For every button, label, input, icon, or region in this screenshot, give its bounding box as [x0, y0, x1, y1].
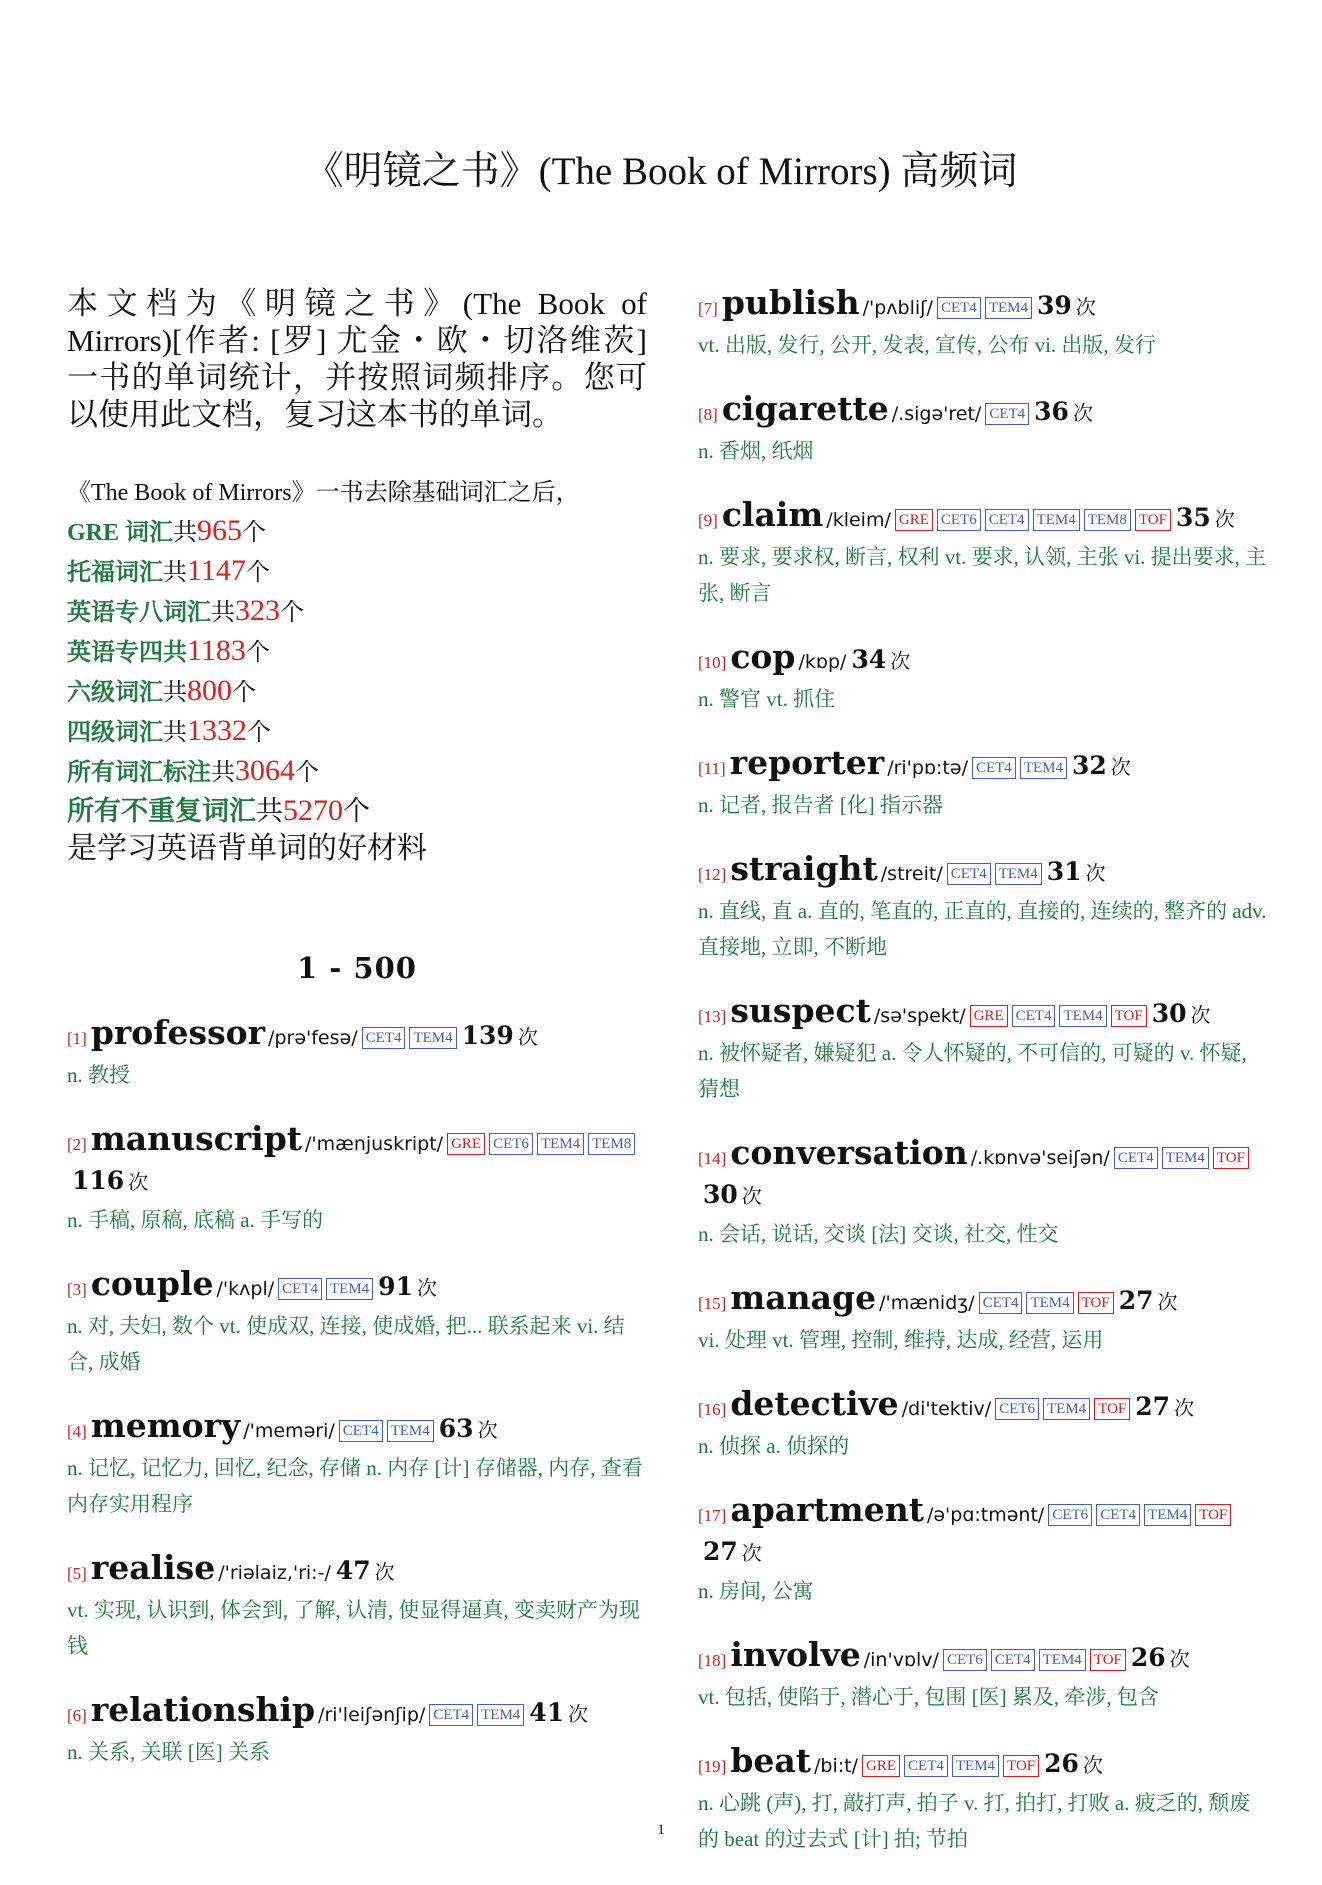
exam-tag: GRE [895, 509, 933, 531]
entry-phonetic: /di'tektiv/ [901, 1398, 992, 1420]
entry-word: straight [730, 849, 878, 888]
exam-tag: TEM4 [326, 1278, 373, 1300]
exam-tag: CET6 [943, 1649, 987, 1671]
exam-tag: TEM4 [477, 1704, 524, 1726]
times-label: 次 [477, 1420, 498, 1442]
times-label: 次 [416, 1278, 437, 1300]
entry-head [67, 1266, 647, 1308]
entry-head [67, 1408, 647, 1450]
word-entry [698, 745, 1270, 823]
entry-index: [4] [67, 1422, 87, 1441]
entry-frequency: 27 [1135, 1392, 1171, 1421]
exam-tag: TOF [1003, 1755, 1039, 1777]
word-entry [698, 497, 1270, 611]
stat-number: 965 [197, 514, 243, 547]
stat-mid: 共 [163, 560, 187, 586]
entry-phonetic: /'riəlaiz,'ri:-/ [218, 1562, 331, 1584]
entry-word: suspect [730, 991, 871, 1030]
exam-tag: TEM4 [1033, 509, 1080, 531]
times-label: 次 [1214, 509, 1235, 531]
entry-phonetic: /kɒp/ [798, 651, 847, 673]
exam-tag: CET4 [972, 757, 1016, 779]
entry-definition: n. 心跳 (声), 打, 敲打声, 拍子 v. 打, 拍打, 打败 a. 疲乏的, 颓废的 beat 的过去式 [计] 拍; 节拍 [698, 1791, 1251, 1851]
entry-phonetic: /ri'leiʃənʃip/ [318, 1704, 426, 1726]
exam-tag: TEM4 [387, 1420, 434, 1442]
stat-number: 3064 [235, 754, 295, 787]
entry-index: [2] [67, 1135, 87, 1154]
stat-unit: 个 [245, 560, 270, 586]
entry-word: professor [90, 1013, 266, 1052]
exam-tag: TEM4 [1162, 1147, 1209, 1169]
word-entry [698, 1280, 1270, 1358]
stats-list [67, 512, 647, 830]
range-heading: 1 - 500 [297, 951, 417, 985]
exam-tag: TOF [1213, 1147, 1249, 1169]
entry-definition: n. 手稿, 原稿, 底稿 a. 手写的 [67, 1208, 324, 1232]
entry-index: [15] [698, 1294, 727, 1313]
times-label: 次 [374, 1562, 395, 1584]
times-label: 次 [568, 1704, 589, 1726]
entry-phonetic: /.sigə'ret/ [891, 403, 982, 425]
times-label: 次 [1075, 297, 1096, 319]
entry-index: [10] [698, 653, 727, 672]
stat-label: 托福词汇 [67, 560, 163, 586]
times-label: 次 [1174, 1398, 1195, 1420]
entry-definition: n. 房间, 公寓 [698, 1579, 814, 1603]
entry-index: [5] [67, 1564, 87, 1583]
entries-right [698, 285, 1270, 1857]
times-label: 次 [1110, 757, 1131, 779]
exam-tag: TEM4 [1026, 1292, 1073, 1314]
exam-tag: CET4 [985, 509, 1029, 531]
exam-tag: CET4 [991, 1649, 1035, 1671]
entry-word: manage [730, 1278, 877, 1317]
stat-number: 1183 [187, 634, 246, 667]
entry-index: [11] [698, 759, 726, 778]
entry-head [67, 1550, 647, 1592]
entry-definition: vi. 处理 vt. 管理, 控制, 维持, 达成, 经营, 运用 [698, 1328, 1104, 1352]
stat-mid: 共 [163, 680, 187, 706]
stat-label: 所有词汇标注 [67, 760, 211, 786]
entry-frequency: 47 [335, 1556, 371, 1585]
entry-definition: n. 香烟, 纸烟 [698, 439, 814, 463]
exam-tag: CET4 [339, 1420, 383, 1442]
stats-closing: 是学习英语背单词的好材料 [67, 832, 427, 865]
times-label: 次 [1085, 863, 1106, 885]
stat-mid: 共 [211, 600, 235, 626]
entry-head [698, 1637, 1270, 1679]
entry-word: apartment [730, 1490, 924, 1529]
times-label: 次 [517, 1027, 538, 1049]
entry-head [698, 993, 1270, 1035]
entry-word: cop [730, 637, 796, 676]
entry-index: [13] [698, 1007, 727, 1026]
stat-label: 英语专八词汇 [67, 600, 211, 626]
exam-tag: GRE [447, 1133, 485, 1155]
word-entry [698, 993, 1270, 1107]
stat-unit: 个 [247, 720, 271, 746]
exam-tag: CET4 [1096, 1504, 1140, 1526]
exam-tag: CET4 [362, 1027, 406, 1049]
entry-head [698, 851, 1270, 893]
stat-unit: 个 [280, 600, 304, 626]
exam-tag: TEM4 [1020, 757, 1067, 779]
stat-number: 1332 [187, 714, 247, 747]
entry-head [67, 1121, 647, 1202]
exam-tag: TEM4 [1059, 1005, 1106, 1027]
entry-definition: n. 教授 [67, 1063, 130, 1087]
entry-definition: n. 会话, 说话, 交谈 [法] 交谈, 社交, 性交 [698, 1222, 1059, 1246]
entry-phonetic: /kleim/ [826, 509, 891, 531]
stat-mid: 共 [256, 796, 283, 826]
entry-frequency: 32 [1071, 751, 1107, 780]
exam-tag: TEM8 [588, 1133, 635, 1155]
exam-tag: TOF [1078, 1292, 1114, 1314]
entry-frequency: 27 [1118, 1286, 1154, 1315]
entry-word: conversation [730, 1133, 968, 1172]
exam-tag: TOF [1195, 1504, 1231, 1526]
exam-tag: CET4 [904, 1755, 948, 1777]
times-label: 次 [1190, 1005, 1211, 1027]
entry-frequency: 26 [1044, 1749, 1079, 1778]
stat-number: 1147 [187, 554, 246, 587]
entry-head [698, 497, 1270, 539]
exam-tag: TEM4 [1039, 1649, 1086, 1671]
exam-tag: CET6 [995, 1398, 1039, 1420]
exam-tag: TEM4 [995, 863, 1042, 885]
entry-index: [12] [698, 865, 727, 884]
exam-tag: TEM4 [409, 1027, 456, 1049]
entry-index: [8] [698, 405, 718, 424]
stat-unit: 个 [245, 640, 270, 666]
exam-tag: TEM4 [537, 1133, 584, 1155]
entry-frequency: 31 [1046, 857, 1082, 886]
entry-head [698, 391, 1270, 433]
entry-frequency: 139 [461, 1021, 514, 1050]
entry-phonetic: /'kʌpl/ [216, 1278, 275, 1300]
stat-unit: 个 [343, 796, 370, 826]
entry-frequency: 35 [1175, 503, 1211, 532]
exam-tag: CET4 [947, 863, 991, 885]
entry-definition: n. 要求, 要求权, 断言, 权利 vt. 要求, 认领, 主张 vi. 提出要求, 主张, 断言 [698, 545, 1267, 605]
word-entry [67, 1015, 647, 1093]
entry-head [698, 285, 1270, 327]
exam-tag: TOF [1094, 1398, 1130, 1420]
entry-word: cigarette [721, 389, 889, 428]
right-column [698, 285, 1270, 1885]
entry-index: [14] [698, 1149, 727, 1168]
entry-word: couple [90, 1264, 214, 1303]
stat-label: 所有不重复词汇 [67, 796, 256, 826]
entry-frequency: 63 [438, 1414, 474, 1443]
word-entry [698, 1386, 1270, 1464]
left-column [67, 285, 647, 1798]
stat-number: 323 [235, 594, 280, 627]
entry-word: reporter [729, 743, 885, 782]
page-number: 1 [657, 1822, 665, 1838]
exam-tag: TEM4 [952, 1755, 999, 1777]
exam-tag: CET6 [1048, 1504, 1092, 1526]
word-entry [698, 1135, 1270, 1252]
entry-head [698, 745, 1270, 787]
stat-unit: 个 [295, 760, 319, 786]
times-label: 次 [741, 1543, 762, 1565]
entry-index: [16] [698, 1400, 727, 1419]
entry-definition: vt. 包括, 使陷于, 潜心于, 包围 [医] 累及, 牵涉, 包含 [698, 1685, 1159, 1709]
exam-tag: TEM4 [1144, 1504, 1191, 1526]
entry-word: manuscript [90, 1119, 303, 1158]
entry-definition: n. 对, 夫妇, 数个 vt. 使成双, 连接, 使成婚, 把... 联系起来 vi. 结合, 成婚 [67, 1314, 625, 1374]
word-entry [67, 1266, 647, 1380]
entry-phonetic: /'pʌbliʃ/ [862, 297, 933, 319]
exam-tag: TEM4 [985, 297, 1032, 319]
exam-tag: CET4 [985, 403, 1029, 425]
entry-head [67, 1015, 647, 1057]
exam-tag: CET4 [1012, 1005, 1056, 1027]
exam-tag: CET6 [937, 509, 981, 531]
entry-word: memory [90, 1406, 241, 1445]
entry-frequency: 27 [703, 1537, 738, 1566]
stat-unit: 个 [242, 520, 267, 546]
entry-definition: vt. 实现, 认识到, 体会到, 了解, 认清, 使显得逼真, 变卖财产为现钱 [67, 1598, 640, 1658]
stat-mid: 共 [211, 760, 235, 786]
entry-frequency: 30 [1151, 999, 1187, 1028]
word-entry [698, 1492, 1270, 1609]
exam-tag: TOF [1090, 1649, 1126, 1671]
word-entry [698, 285, 1270, 363]
exam-tag: TEM4 [1043, 1398, 1090, 1420]
document-title: 《明镜之书》(The Book of Mirrors) 高频词 [304, 150, 1018, 193]
entry-phonetic: /.kɒnvə'seiʃən/ [970, 1147, 1110, 1169]
entry-word: realise [90, 1548, 216, 1587]
stat-number: 5270 [283, 794, 343, 827]
entry-head [698, 1280, 1270, 1322]
stats-lead: 《The Book of Mirrors》一书去除基础词汇之后， [67, 480, 580, 506]
exam-tag: CET4 [278, 1278, 322, 1300]
entry-definition: n. 被怀疑者, 嫌疑犯 a. 令人怀疑的, 不可信的, 可疑的 v. 怀疑, 猜想 [698, 1041, 1247, 1101]
entry-word: publish [721, 283, 860, 322]
entry-word: relationship [90, 1690, 316, 1729]
stat-row [67, 752, 647, 792]
stat-label: 六级词汇 [67, 680, 163, 706]
exam-tag: TEM8 [1084, 509, 1131, 531]
times-label: 次 [128, 1172, 149, 1194]
stat-row [67, 712, 647, 752]
word-entry [698, 851, 1270, 965]
times-label: 次 [1169, 1649, 1190, 1671]
exam-tag: CET4 [979, 1292, 1023, 1314]
entry-definition: n. 记者, 报告者 [化] 指示器 [698, 793, 943, 817]
word-entry [698, 391, 1270, 469]
entry-head [698, 1386, 1270, 1428]
entry-definition: n. 直线, 直 a. 直的, 笔直的, 正直的, 直接的, 连续的, 整齐的 adv. 直接地, 立即, 不断地 [698, 899, 1267, 959]
stat-row [67, 792, 647, 830]
entry-definition: n. 侦探 a. 侦探的 [698, 1434, 850, 1458]
entry-definition: n. 关系, 关联 [医] 关系 [67, 1740, 270, 1764]
entry-frequency: 91 [378, 1272, 413, 1301]
times-label: 次 [741, 1186, 762, 1208]
entry-index: [18] [698, 1651, 727, 1670]
entry-definition: n. 记忆, 记忆力, 回忆, 纪念, 存储 n. 内存 [计] 存储器, 内存, 查看内存实用程序 [67, 1456, 643, 1516]
stat-number: 800 [187, 674, 232, 707]
entry-frequency: 26 [1130, 1643, 1166, 1672]
word-entry [67, 1550, 647, 1664]
entry-phonetic: /prə'fesə/ [268, 1027, 358, 1049]
stat-row [67, 512, 647, 552]
stat-label: GRE 词汇 [67, 520, 174, 546]
entry-frequency: 41 [529, 1698, 565, 1727]
entry-frequency: 36 [1034, 397, 1069, 426]
entry-index: [3] [67, 1280, 87, 1299]
times-label: 次 [1082, 1755, 1103, 1777]
stats-block [67, 475, 647, 867]
word-entry [67, 1692, 647, 1770]
stat-unit: 个 [232, 680, 256, 706]
stat-row [67, 632, 647, 672]
word-entry [67, 1408, 647, 1522]
entry-head [698, 1743, 1270, 1785]
exam-tag: CET4 [429, 1704, 473, 1726]
entries-left [67, 1015, 647, 1770]
entry-frequency: 116 [72, 1166, 125, 1195]
word-entry [698, 1637, 1270, 1715]
entry-index: [17] [698, 1506, 727, 1525]
entry-frequency: 30 [703, 1180, 738, 1209]
entry-head [67, 1692, 647, 1734]
entry-phonetic: /in'vɒlv/ [863, 1649, 939, 1671]
entry-frequency: 39 [1036, 291, 1072, 320]
entry-word: claim [721, 495, 824, 534]
stat-row [67, 592, 647, 632]
entry-definition: vt. 出版, 发行, 公开, 发表, 宣传, 公布 vi. 出版, 发行 [698, 333, 1156, 357]
exam-tag: CET4 [1114, 1147, 1158, 1169]
stat-mid: 共 [163, 720, 187, 746]
times-label: 次 [1072, 403, 1093, 425]
exam-tag: TOF [1111, 1005, 1147, 1027]
entry-head [698, 1135, 1270, 1216]
entry-word: beat [730, 1741, 812, 1780]
stat-label: 四级词汇 [67, 720, 163, 746]
entry-index: [1] [67, 1029, 87, 1048]
stat-row [67, 552, 647, 592]
exam-tag: CET4 [937, 297, 981, 319]
entry-head [698, 1492, 1270, 1573]
entry-word: involve [730, 1635, 861, 1674]
intro-paragraph: 本文档为《明镜之书》(The Book of Mirrors)[作者: [罗] 尤金・欧・切洛维茨] 一书的单词统计，并按照词频排序。您可以使用此文档，复习这本书的单词。 [67, 286, 647, 432]
stat-mid: 共 [173, 520, 198, 546]
entry-head [698, 639, 1270, 681]
exam-tag: CET6 [489, 1133, 533, 1155]
entry-phonetic: /bi:t/ [814, 1755, 859, 1777]
entry-phonetic: /'mænidʒ/ [879, 1292, 975, 1314]
times-label: 次 [890, 651, 911, 673]
entry-frequency: 34 [851, 645, 887, 674]
exam-tag: GRE [970, 1005, 1008, 1027]
entry-phonetic: /ri'pɒ:tə/ [887, 757, 968, 779]
entry-index: [6] [67, 1706, 87, 1725]
entry-phonetic: /streit/ [880, 863, 943, 885]
stat-row [67, 672, 647, 712]
entry-word: detective [730, 1384, 899, 1423]
word-entry [698, 1743, 1270, 1857]
times-label: 次 [1157, 1292, 1178, 1314]
entry-phonetic: /'meməri/ [243, 1420, 335, 1442]
entry-index: [19] [698, 1757, 727, 1776]
entry-phonetic: /'mænjuskript/ [305, 1133, 444, 1155]
entry-phonetic: /ə'pɑ:tmənt/ [926, 1504, 1045, 1526]
stat-label: 英语专四共 [67, 640, 187, 666]
word-entry [67, 1121, 647, 1238]
word-entry [698, 639, 1270, 717]
entry-index: [7] [698, 299, 718, 318]
entry-phonetic: /sə'spekt/ [873, 1005, 966, 1027]
exam-tag: TOF [1135, 509, 1171, 531]
exam-tag: GRE [862, 1755, 900, 1777]
entry-definition: n. 警官 vt. 抓住 [698, 687, 836, 711]
entry-index: [9] [698, 511, 718, 530]
